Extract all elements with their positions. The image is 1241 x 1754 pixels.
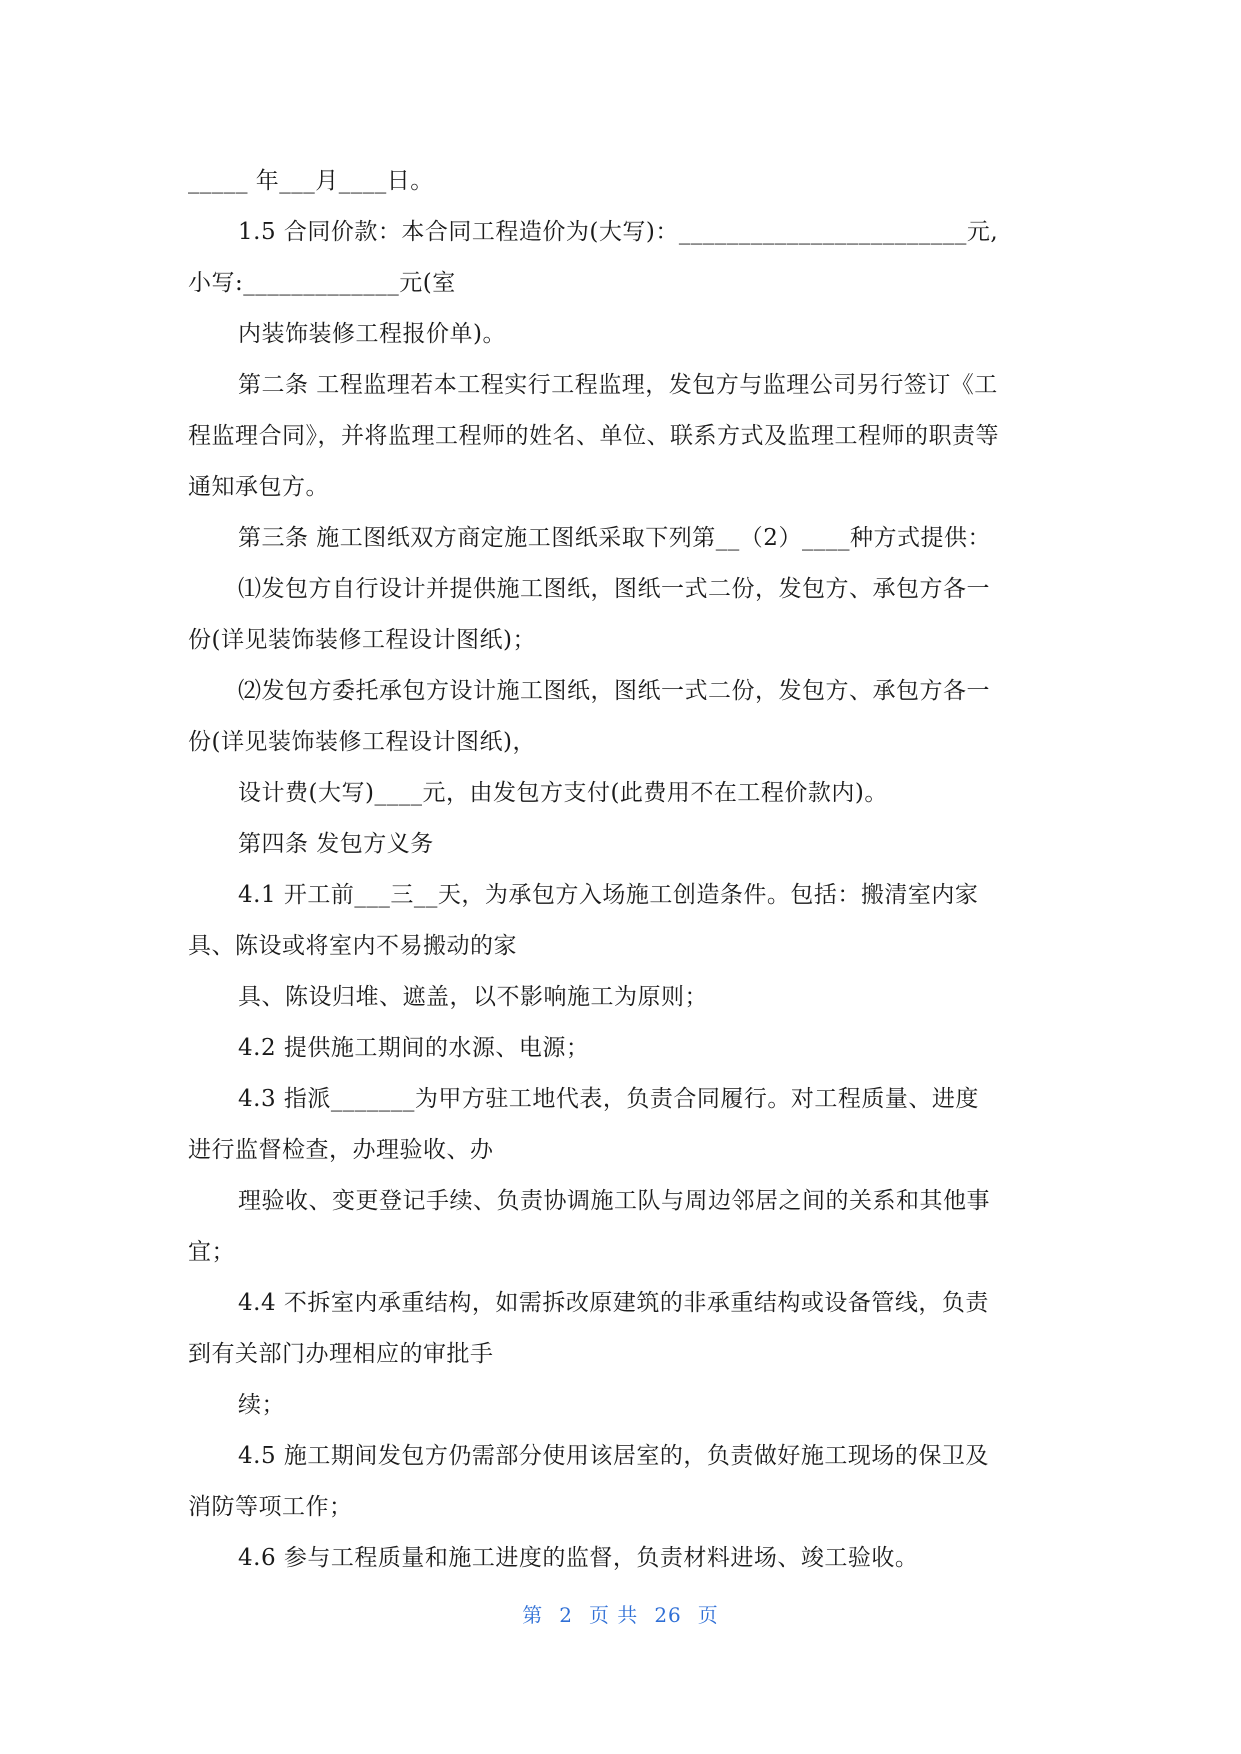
text-line: 理验收、变更登记手续、负责协调施工队与周边邻居之间的关系和其他事 [238, 1188, 990, 1214]
page-footer [0, 1599, 1241, 1628]
text-line: ⑵发包方委托承包方设计施工图纸，图纸一式二份，发包方、承包方各一 [238, 678, 990, 704]
text-line: _____ 年___月____日。 [188, 168, 434, 194]
text-line: 通知承包方。 [188, 474, 329, 500]
footer-suffix: 页 [697, 1603, 719, 1627]
text-line: 宜； [188, 1239, 235, 1265]
text-line: 第二条 工程监理若本工程实行工程监理，发包方与监理公司另行签订《工 [238, 372, 998, 398]
text-line: 具、陈设或将室内不易搬动的家 [188, 933, 517, 959]
text-line: 份(详见装饰装修工程设计图纸)； [188, 627, 536, 653]
text-line: 进行监督检查，办理验收、办 [188, 1137, 494, 1163]
document-body [188, 156, 1058, 1584]
text-line: 份(详见装饰装修工程设计图纸)， [188, 729, 536, 755]
text-line: 小写:_____________元(室 [188, 270, 456, 296]
text-line: 1.5 合同价款：本合同工程造价为(大写)：________________________元, [238, 219, 999, 245]
text-line: 消防等项工作； [188, 1494, 353, 1520]
text-line: 4.1 开工前___三__天，为承包方入场施工创造条件。包括：搬清室内家 [238, 882, 979, 908]
text-line: 4.5 施工期间发包方仍需部分使用该居室的，负责做好施工现场的保卫及 [238, 1443, 989, 1469]
total-page-count: 26 [654, 1603, 682, 1627]
text-line: 4.3 指派_______为甲方驻工地代表，负责合同履行。对工程质量、进度 [238, 1086, 979, 1112]
text-line: 设计费(大写)____元，由发包方支付(此费用不在工程价款内)。 [238, 780, 888, 806]
text-line: 续； [238, 1392, 285, 1418]
text-line: 第三条 施工图纸双方商定施工图纸采取下列第__（2）____种方式提供： [238, 525, 991, 551]
text-line: 到有关部门办理相应的审批手 [188, 1341, 494, 1367]
text-line: 程监理合同》，并将监理工程师的姓名、单位、联系方式及监理工程师的职责等 [188, 423, 999, 449]
text-line: 具、陈设归堆、遮盖，以不影响施工为原则； [238, 984, 708, 1010]
text-line: 4.2 提供施工期间的水源、电源； [238, 1035, 590, 1061]
text-line: 4.6 参与工程质量和施工进度的监督，负责材料进场、竣工验收。 [238, 1545, 919, 1571]
current-page-number: 2 [559, 1603, 573, 1627]
footer-prefix: 第 [522, 1603, 544, 1627]
text-line: 第四条 发包方义务 [238, 831, 434, 857]
footer-middle: 页 共 [588, 1603, 639, 1627]
text-line: 4.4 不拆室内承重结构，如需拆改原建筑的非承重结构或设备管线，负责 [238, 1290, 989, 1316]
text-line: ⑴发包方自行设计并提供施工图纸，图纸一式二份，发包方、承包方各一 [238, 576, 990, 602]
text-line: 内装饰装修工程报价单)。 [238, 321, 506, 347]
